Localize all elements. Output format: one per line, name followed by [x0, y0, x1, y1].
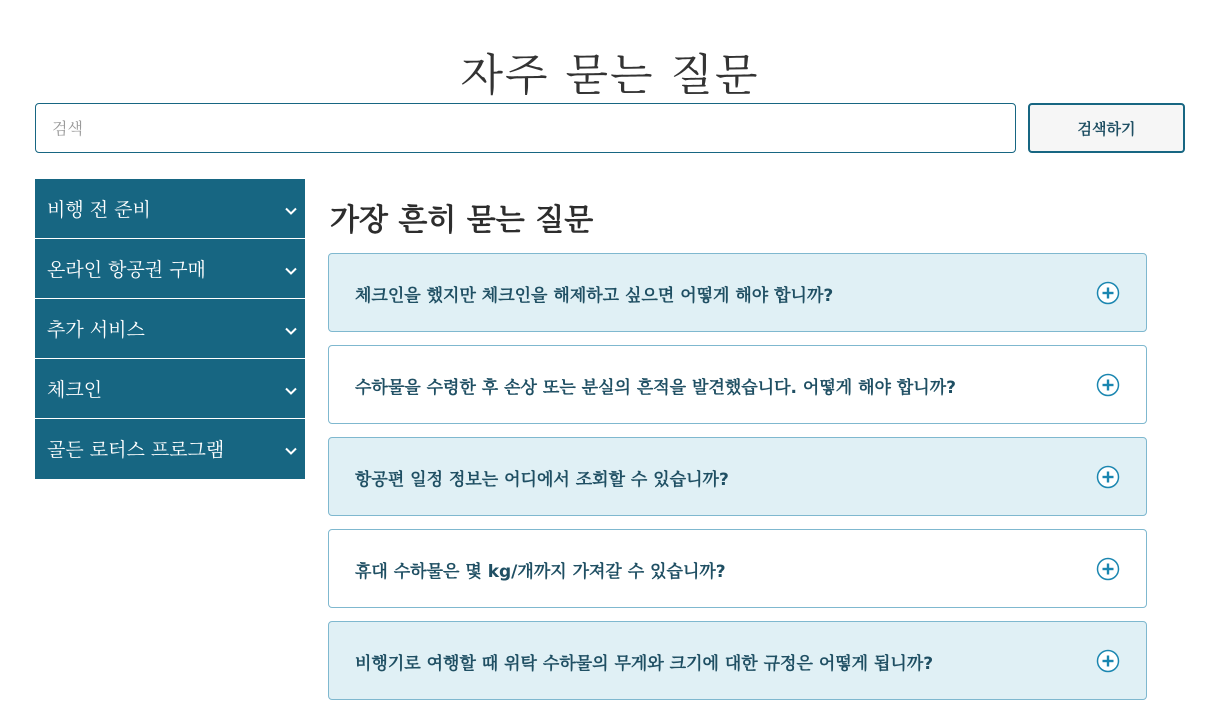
sidebar-item-label: 온라인 항공권 구매 — [47, 259, 206, 281]
chevron-down-icon — [285, 205, 297, 217]
plus-circle-icon[interactable] — [1096, 373, 1120, 397]
section-title: 가장 흔히 묻는 질문 — [330, 203, 594, 238]
chevron-down-icon — [285, 265, 297, 277]
sidebar-item-preflight[interactable] — [35, 179, 305, 239]
sidebar-categories — [35, 179, 305, 479]
plus-circle-icon[interactable] — [1096, 557, 1120, 581]
faq-question: 휴대 수하물은 몇 kg/개까지 가져갈 수 있습니까? — [355, 562, 726, 582]
faq-item[interactable] — [328, 621, 1147, 700]
faq-item[interactable] — [328, 345, 1147, 424]
chevron-down-icon — [285, 445, 297, 457]
search-input[interactable] — [35, 103, 1016, 153]
sidebar-item-label: 비행 전 준비 — [47, 199, 151, 221]
plus-circle-icon[interactable] — [1096, 465, 1120, 489]
faq-question: 비행기로 여행할 때 위탁 수하물의 무게와 크기에 대한 규정은 어떻게 됩니까? — [355, 654, 934, 674]
sidebar-item-checkin[interactable] — [35, 359, 305, 419]
faq-item[interactable] — [328, 437, 1147, 516]
plus-circle-icon[interactable] — [1096, 649, 1120, 673]
faq-question: 체크인을 했지만 체크인을 해제하고 싶으면 어떻게 해야 합니까? — [355, 286, 834, 306]
sidebar-item-golden-lotus[interactable] — [35, 419, 305, 479]
faq-question: 항공편 일정 정보는 어디에서 조회할 수 있습니까? — [355, 470, 729, 490]
sidebar-item-extra-services[interactable] — [35, 299, 305, 359]
sidebar-item-online-ticket[interactable] — [35, 239, 305, 299]
plus-circle-icon[interactable] — [1096, 281, 1120, 305]
page-title: 자주 묻는 질문 — [460, 50, 760, 102]
faq-item[interactable] — [328, 529, 1147, 608]
faq-item[interactable] — [328, 253, 1147, 332]
chevron-down-icon — [285, 385, 297, 397]
sidebar-item-label: 체크인 — [47, 379, 103, 401]
sidebar-item-label: 추가 서비스 — [47, 319, 145, 341]
faq-list — [328, 253, 1147, 674]
sidebar-item-label: 골든 로터스 프로그램 — [47, 439, 225, 461]
search-button[interactable]: 검색하기 — [1028, 103, 1185, 153]
faq-question: 수하물을 수령한 후 손상 또는 분실의 흔적을 발견했습니다. 어떻게 해야 합니까? — [355, 378, 957, 398]
chevron-down-icon — [285, 325, 297, 337]
search-bar — [35, 103, 1185, 153]
